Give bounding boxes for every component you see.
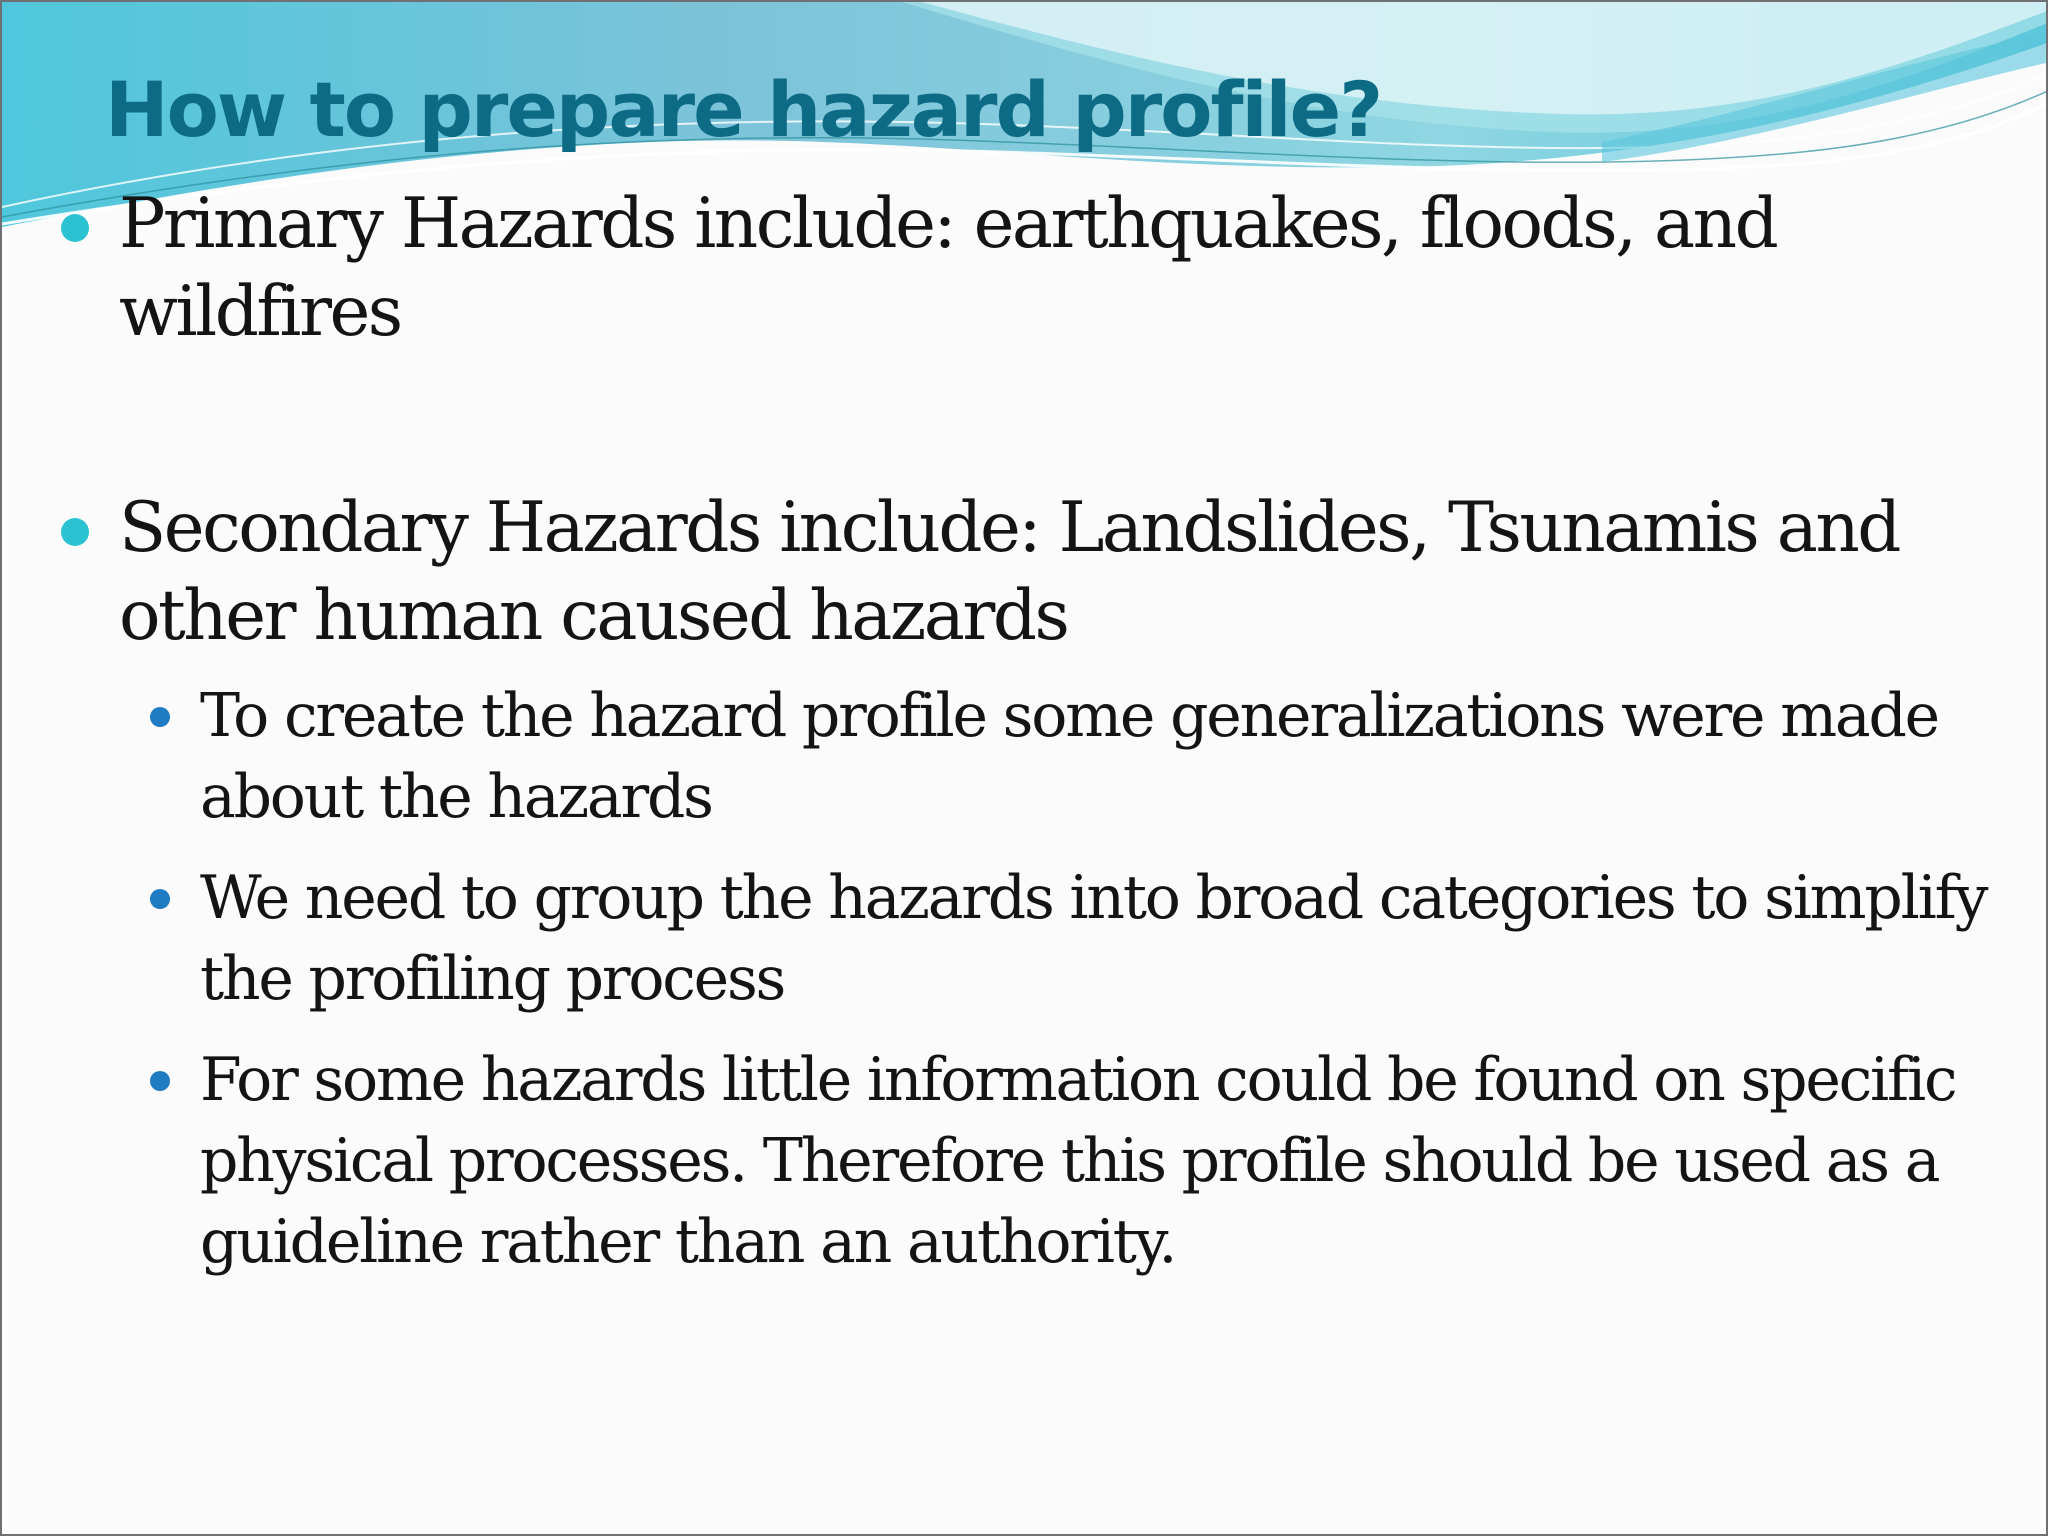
sub-bullet-item: [200, 1040, 1990, 1283]
bullet-item: [119, 484, 1949, 660]
bullet-dot-icon: [61, 518, 89, 546]
sub-bullet-text: For some hazards little information could be found on specific physical processes. Therefore this profile should be used as a guideline rather than an authority.: [200, 1045, 1956, 1277]
bullet-dot-icon: [61, 214, 89, 242]
sub-bullet-dot-icon: [150, 1071, 170, 1091]
sub-bullet-item: [200, 676, 1990, 838]
bullet-text: Primary Hazards include: earthquakes, floods, and wildfires: [119, 184, 1777, 352]
sub-bullet-item: [200, 858, 1990, 1020]
sub-bullet-dot-icon: [150, 707, 170, 727]
sub-bullet-text: We need to group the hazards into broad categories to simplify the profiling process: [200, 863, 1987, 1014]
slide-title: How to prepare hazard profile?: [105, 65, 1382, 154]
bullet-item: [119, 180, 1949, 356]
sub-bullet-dot-icon: [150, 889, 170, 909]
sub-bullet-text: To create the hazard profile some generalizations were made about the hazards: [200, 681, 1938, 832]
slide-content: [2, 180, 2048, 1283]
bullet-text: Secondary Hazards include: Landslides, Tsunamis and other human caused hazards: [119, 488, 1899, 656]
